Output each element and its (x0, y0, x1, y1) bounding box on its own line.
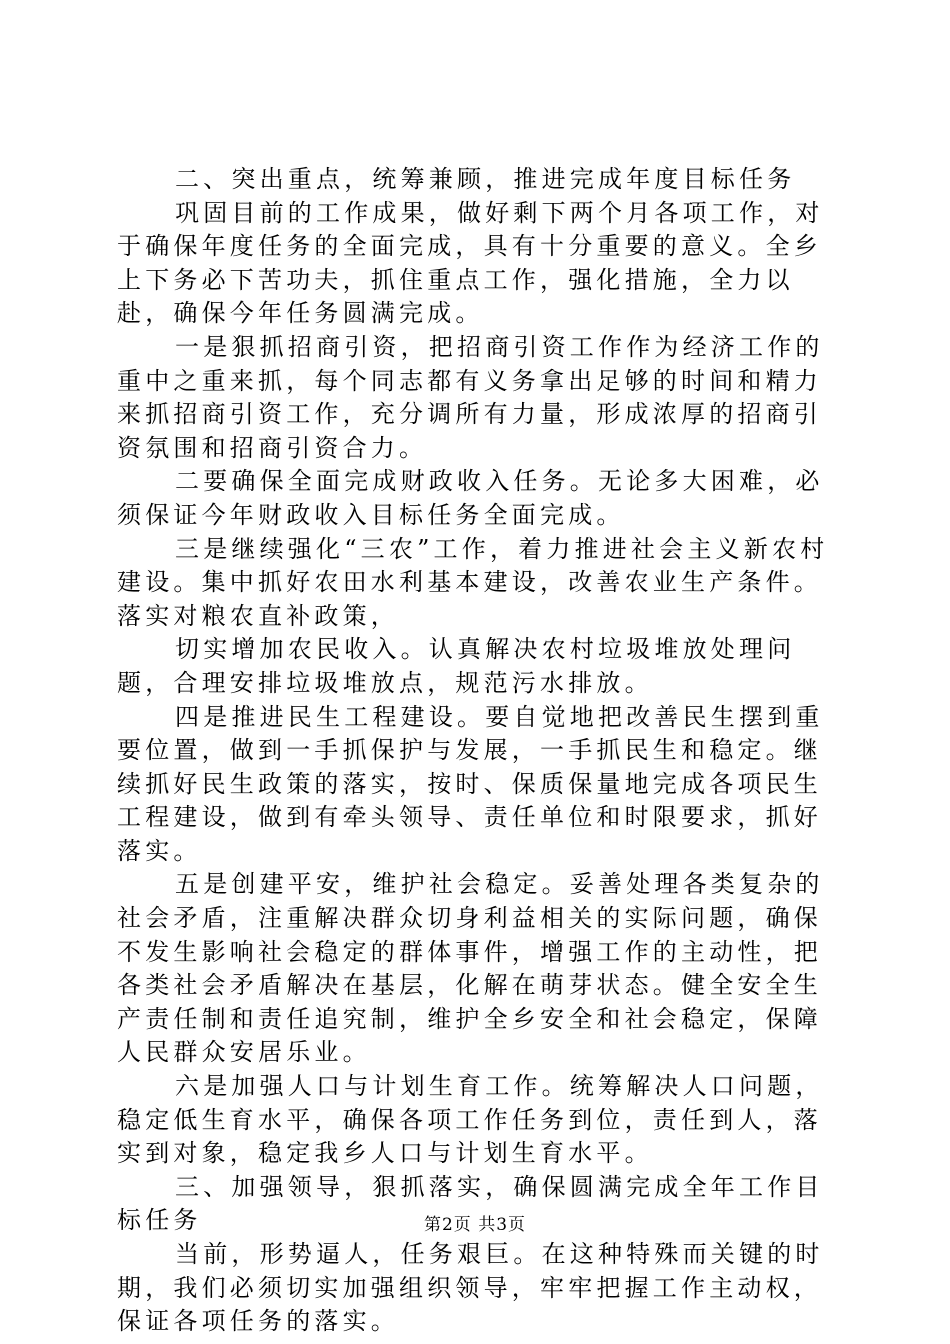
paragraph-farmer-income: 切实增加农民收入。认真解决农村垃圾堆放处理问题，合理安排垃圾堆放点，规范污水排放。 (117, 635, 796, 697)
paragraph-three-rural: 三是继续强化“三农”工作，着力推进社会主义新农村建设。集中抓好农田水利基本建设，改善农业生产条件。落实对粮农直补政策， (117, 534, 829, 630)
paragraph-current-situation: 当前，形势逼人，任务艰巨。在这种特殊而关键的时期，我们必须切实加强组织领导，牢牢把握工作主动权，保证各项任务的落实。 (117, 1240, 824, 1336)
paragraph-consolidate-results: 巩固目前的工作成果，做好剩下两个月各项工作，对于确保年度任务的全面完成，具有十分重要的意义。全乡上下务必下苦功夫，抓住重点工作，强化措施，全力以赴，确保今年任务圆满完成。 (117, 198, 824, 328)
page-number-footer: 第2页 共3页 (423, 1215, 527, 1235)
section-heading-3: 三、加强领导，狠抓落实，确保圆满完成全年工作目标任务 (117, 1172, 824, 1235)
section-heading-2: 二、突出重点，统筹兼顾，推进完成年度目标任务 (175, 165, 796, 193)
paragraph-social-stability: 五是创建平安，维护社会稳定。妥善处理各类复杂的社会矛盾，注重解决群众切身利益相关的实际问题，确保不发生影响社会稳定的群体事件，增强工作的主动性，把各类社会矛盾解决在基层，化解在萌芽状态。健全安全生产责任制和责任追究制，维护全乡安全和社会稳定，保障人民群众安居乐业。 (117, 870, 824, 1067)
paragraph-investment-attraction: 一是狠抓招商引资，把招商引资工作作为经济工作的重中之重来抓，每个同志都有义务拿出足够的时间和精力来抓招商引资工作，充分调所有力量，形成浓厚的招商引资氛围和招商引资合力。 (117, 332, 824, 462)
paragraph-livelihood-projects: 四是推进民生工程建设。要自觉地把改善民生摆到重要位置，做到一手抓保护与发展，一手抓民生和稳定。继续抓好民生政策的落实，按时、保质保量地完成各项民生工程建设，做到有牵头领导、责任单位和时限要求，抓好落实。 (117, 702, 824, 865)
document-body (117, 163, 837, 1339)
paragraph-family-planning: 六是加强人口与计划生育工作。统筹解决人口问题，稳定低生育水平，确保各项工作任务到位，责任到人，落实到对象，稳定我乡人口与计划生育水平。 (117, 1072, 824, 1168)
paragraph-fiscal-revenue: 二要确保全面完成财政收入任务。无论多大困难，必须保证今年财政收入目标任务全面完成。 (117, 467, 824, 529)
